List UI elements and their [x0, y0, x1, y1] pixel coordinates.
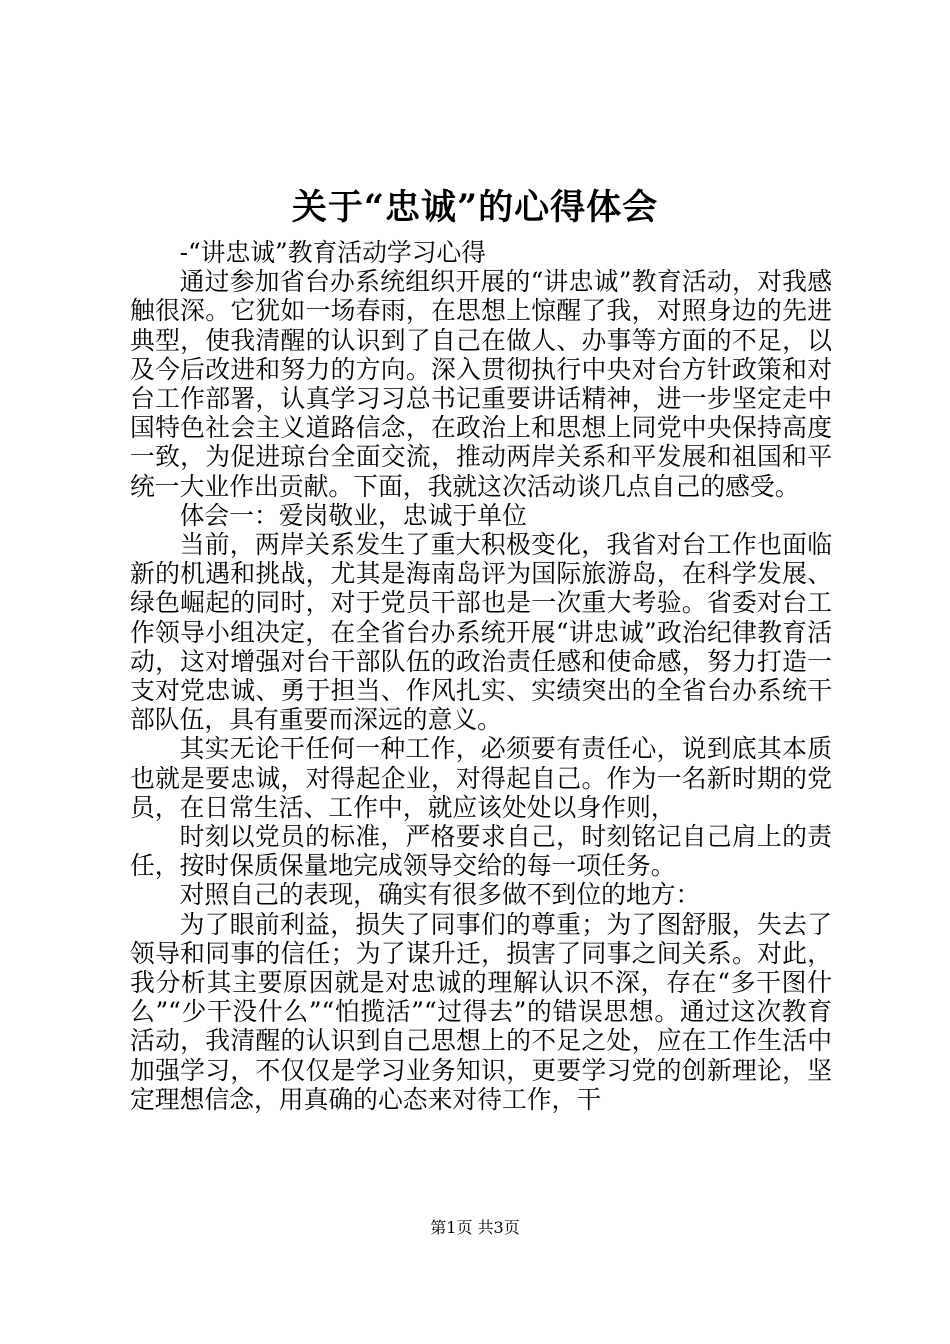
- body-paragraph: 通过参加省台办系统组织开展的“讲忠诚”教育活动，对我感触很深。它犹如一场春雨，在思想上惊醒了我，对照身边的先进典型，使我清醒的认识到了自己在做人、办事等方面的不足，以及今后改进和努力的方向。深入贯彻执行中央对台方针政策和对台工作部署，认真学习习总书记重要讲话精神，进一步坚定走中国特色社会主义道路信念，在政治上和思想上同党中央保持高度一致，为促进琼台全面交流，推动两岸关系和平发展和祖国和平统一大业作出贡献。下面，我就这次活动谈几点自己的感受。: [130, 267, 832, 501]
- document-body: [130, 238, 832, 1114]
- section-heading: 体会一：爱岗敬业，忠诚于单位: [179, 500, 527, 530]
- body-paragraph: 当前，两岸关系发生了重大积极变化，我省对台工作也面临新的机遇和挑战，尤其是海南岛评为国际旅游岛，在科学发展、绿色崛起的同时，对于党员干部也是一次重大考验。省委对台工作领导小组决定，在全省台办系统开展“讲忠诚”政治纪律教育活动，这对增强对台干部队伍的政治责任感和使命感，努力打造一支对党忠诚、勇于担当、作风扎实、实绩突出的全省台办系统干部队伍，具有重要而深远的意义。: [130, 530, 832, 735]
- body-paragraph: 对照自己的表现，确实有很多做不到位的地方：: [179, 880, 701, 910]
- subtitle-paragraph: -“讲忠诚”教育活动学习心得: [179, 238, 487, 267]
- page-footer: 第1页 共3页: [430, 1218, 520, 1237]
- document-title: 关于“忠诚”的心得体会: [291, 187, 659, 228]
- body-paragraph: 时刻以党员的标准，严格要求自己，时刻铭记自己肩上的责任，按时保质保量地完成领导交给的每一项任务。: [130, 822, 832, 881]
- body-paragraph: 其实无论干任何一种工作，必须要有责任心，说到底其本质也就是要忠诚，对得起企业，对得起自己。作为一名新时期的党员，在日常生活、工作中，就应该处处以身作则，: [130, 734, 832, 822]
- body-paragraph: 为了眼前利益，损失了同事们的尊重；为了图舒服，失去了领导和同事的信任；为了谋升迁，损害了同事之间关系。对此，我分析其主要原因就是对忠诚的理解认识不深，存在“多干图什么”“少干没什么”“怕揽活”“过得去”的错误思想。通过这次教育活动，我清醒的认识到自己思想上的不足之处，应在工作生活中加强学习，不仅仅是学习业务知识，更要学习党的创新理论，坚定理想信念，用真确的心态来对待工作，干: [130, 909, 832, 1114]
